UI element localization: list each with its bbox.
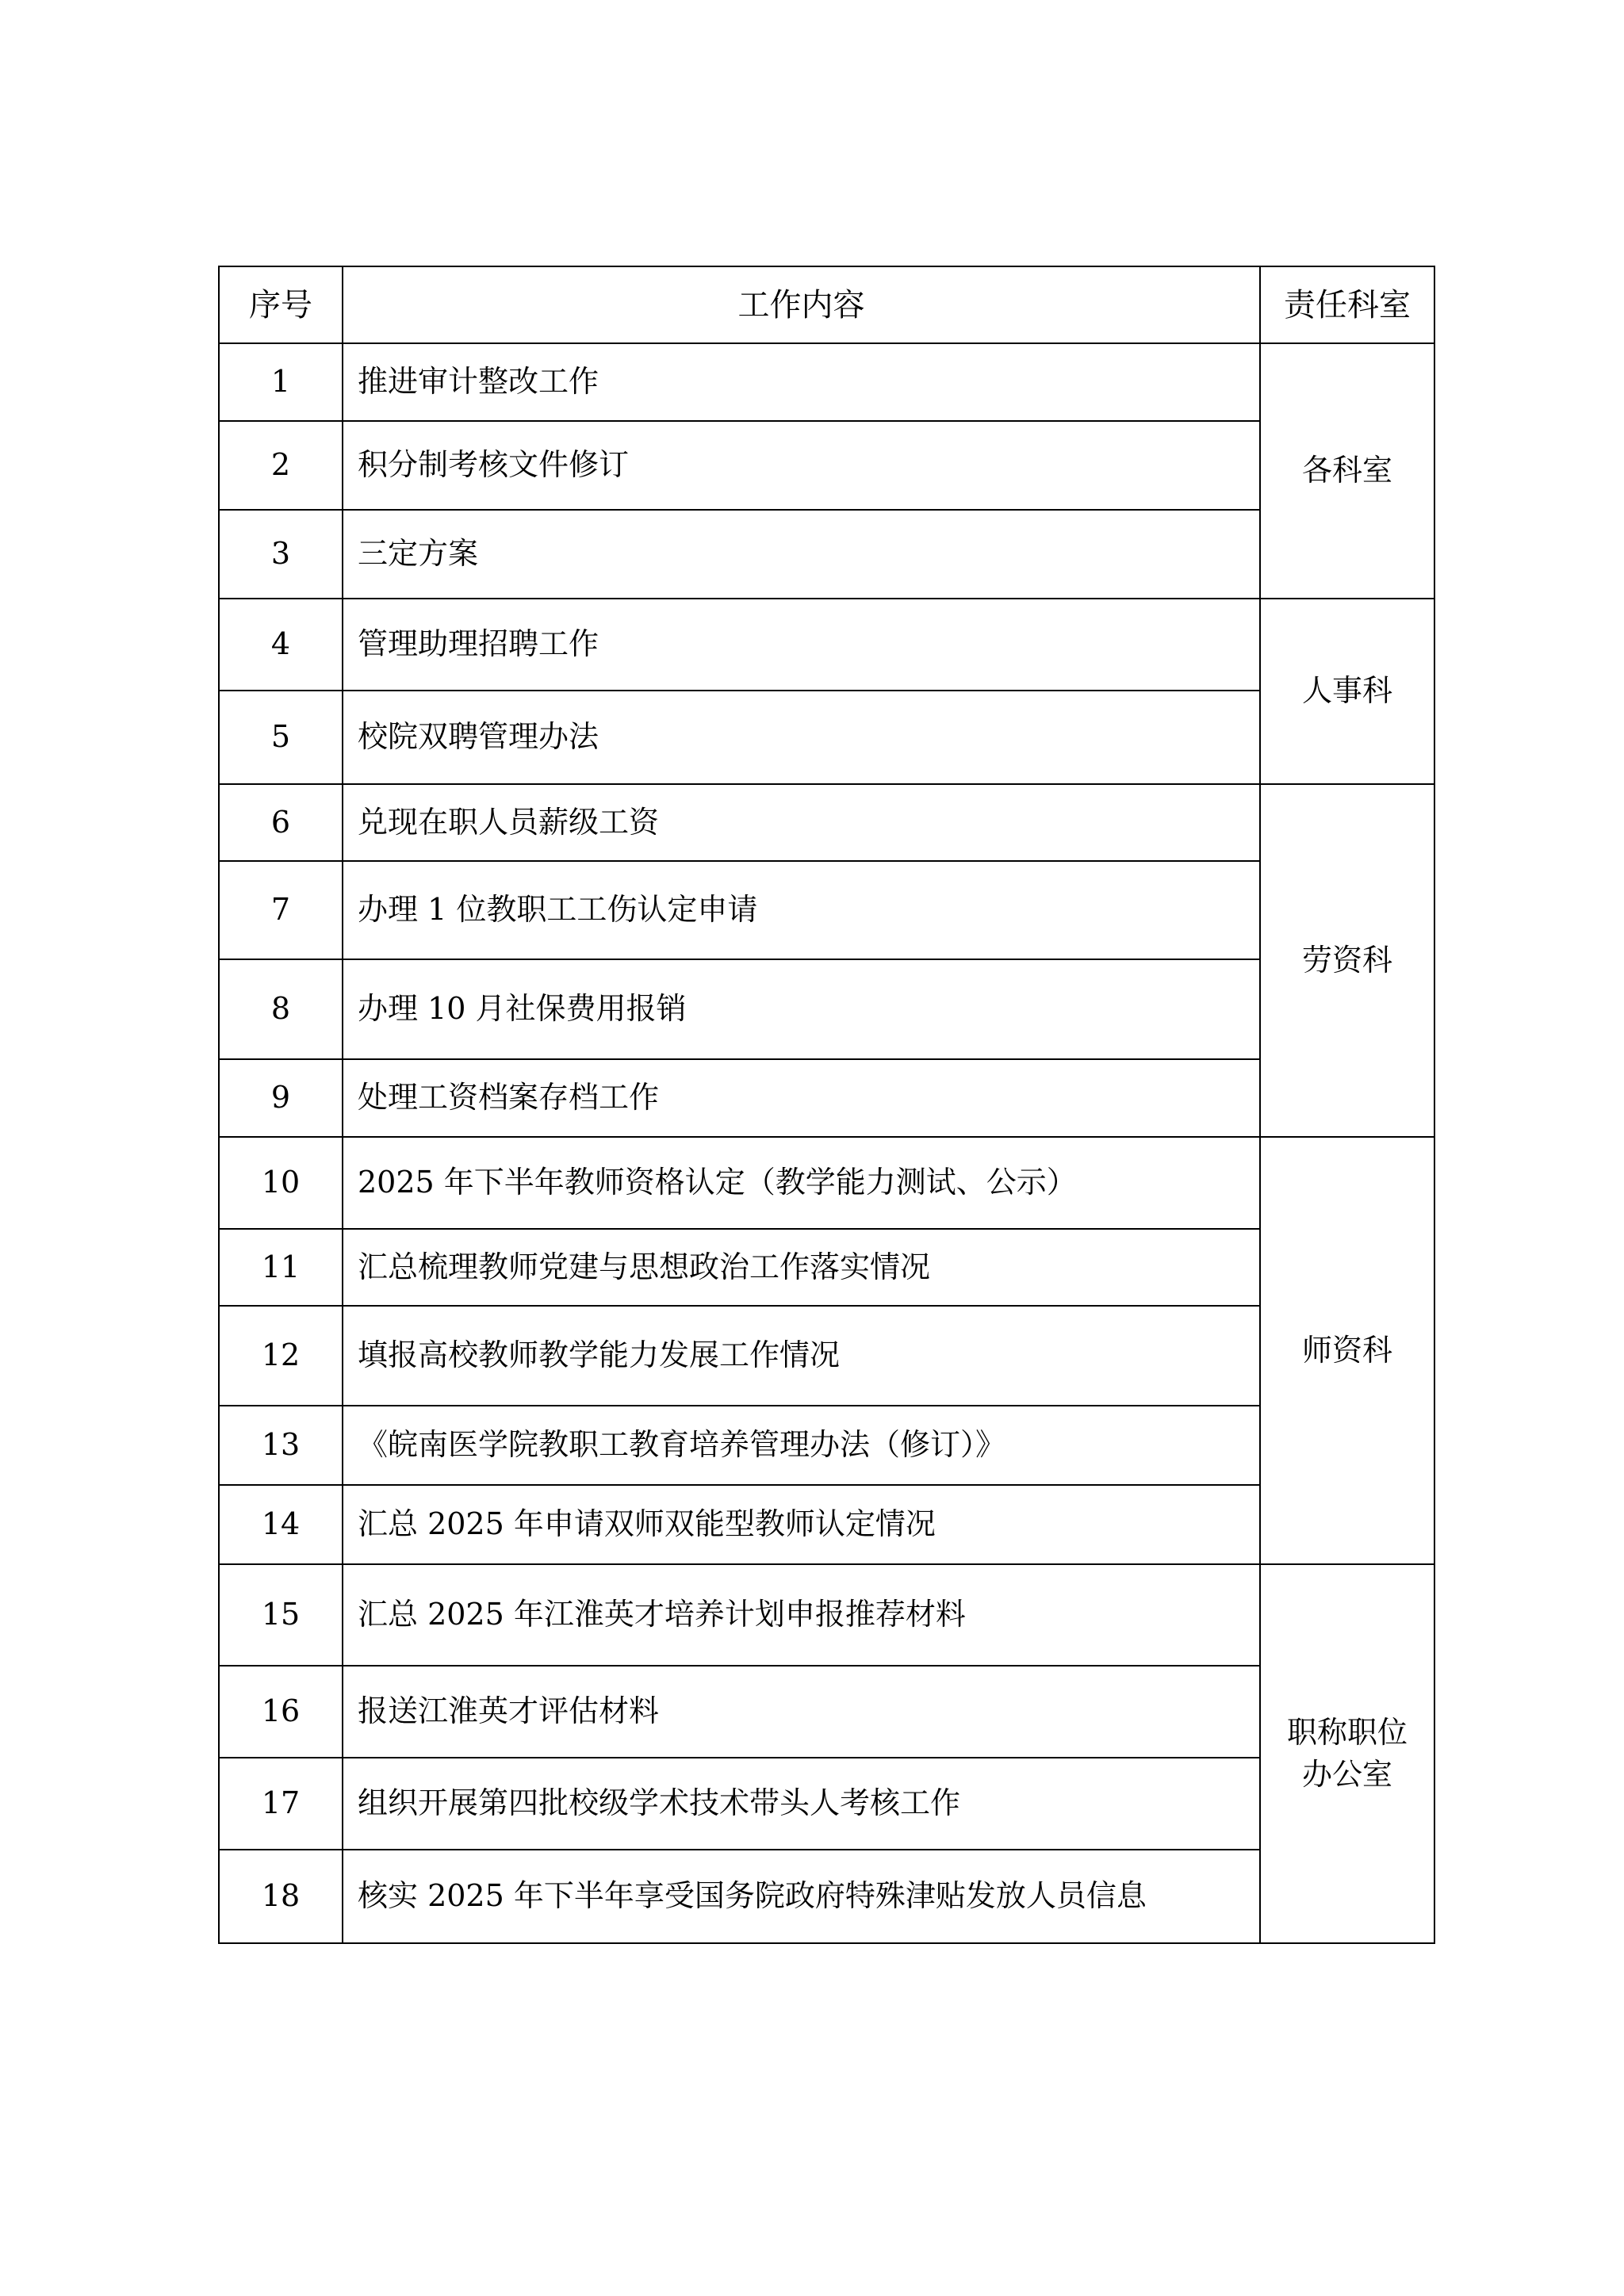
row-content: 校院双聘管理办法 (343, 691, 1260, 784)
header-content: 工作内容 (343, 266, 1260, 343)
dept-name-line1: 职称职位 (1286, 1714, 1408, 1750)
row-seq: 4 (219, 599, 343, 691)
dept-cell: 师资科 (1260, 1137, 1434, 1564)
table-row (219, 861, 1434, 959)
row-seq: 3 (219, 510, 343, 599)
row-content: 汇总梳理教师党建与思想政治工作落实情况 (343, 1229, 1260, 1306)
table-row (219, 599, 1434, 691)
table-row (219, 1059, 1434, 1137)
row-seq: 17 (219, 1758, 343, 1850)
table-row (219, 1485, 1434, 1564)
row-content: 汇总 2025 年申请双师双能型教师认定情况 (343, 1485, 1260, 1564)
row-content: 汇总 2025 年江淮英才培养计划申报推荐材料 (343, 1564, 1260, 1666)
table-row (219, 1758, 1434, 1850)
row-seq: 15 (219, 1564, 343, 1666)
row-seq: 11 (219, 1229, 343, 1306)
dept-cell: 人事科 (1260, 599, 1434, 784)
row-content: 报送江淮英才评估材料 (343, 1666, 1260, 1758)
row-seq: 18 (219, 1850, 343, 1943)
row-content: 填报高校教师教学能力发展工作情况 (343, 1306, 1260, 1406)
row-content: 办理 1 位教职工工伤认定申请 (343, 861, 1260, 959)
row-content: 积分制考核文件修订 (343, 421, 1260, 510)
table-row (219, 959, 1434, 1059)
row-seq: 14 (219, 1485, 343, 1564)
row-seq: 2 (219, 421, 343, 510)
table-row (219, 1137, 1434, 1229)
row-seq: 16 (219, 1666, 343, 1758)
table-row (219, 343, 1434, 421)
row-content: 三定方案 (343, 510, 1260, 599)
table-row (219, 784, 1434, 861)
dept-name-line2: 办公室 (1301, 1757, 1392, 1792)
row-seq: 12 (219, 1306, 343, 1406)
table-row (219, 691, 1434, 784)
table-row (219, 1229, 1434, 1306)
row-seq: 1 (219, 343, 343, 421)
dept-cell: 各科室 (1260, 343, 1434, 599)
table-row (219, 1306, 1434, 1406)
dept-cell (1260, 1564, 1434, 1943)
row-seq: 8 (219, 959, 343, 1059)
row-content: 推进审计整改工作 (343, 343, 1260, 421)
row-content: 2025 年下半年教师资格认定（教学能力测试、公示） (343, 1137, 1260, 1229)
row-content: 处理工资档案存档工作 (343, 1059, 1260, 1137)
header-seq: 序号 (219, 266, 343, 343)
row-seq: 6 (219, 784, 343, 861)
row-seq: 10 (219, 1137, 343, 1229)
table-row (219, 1564, 1434, 1666)
table-row (219, 1406, 1434, 1485)
work-task-table (218, 266, 1435, 1944)
header-dept: 责任科室 (1260, 266, 1434, 343)
row-content: 组织开展第四批校级学术技术带头人考核工作 (343, 1758, 1260, 1850)
row-content: 兑现在职人员薪级工资 (343, 784, 1260, 861)
row-content: 《皖南医学院教职工教育培养管理办法（修订）》 (343, 1406, 1260, 1485)
row-seq: 9 (219, 1059, 343, 1137)
row-seq: 13 (219, 1406, 343, 1485)
row-seq: 7 (219, 861, 343, 959)
table-row (219, 1850, 1434, 1943)
row-content: 管理助理招聘工作 (343, 599, 1260, 691)
table-row (219, 421, 1434, 510)
dept-cell: 劳资科 (1260, 784, 1434, 1137)
table-row (219, 510, 1434, 599)
table-header-row (219, 266, 1434, 343)
row-content: 核实 2025 年下半年享受国务院政府特殊津贴发放人员信息 (343, 1850, 1260, 1943)
row-content: 办理 10 月社保费用报销 (343, 959, 1260, 1059)
table-row (219, 1666, 1434, 1758)
row-seq: 5 (219, 691, 343, 784)
